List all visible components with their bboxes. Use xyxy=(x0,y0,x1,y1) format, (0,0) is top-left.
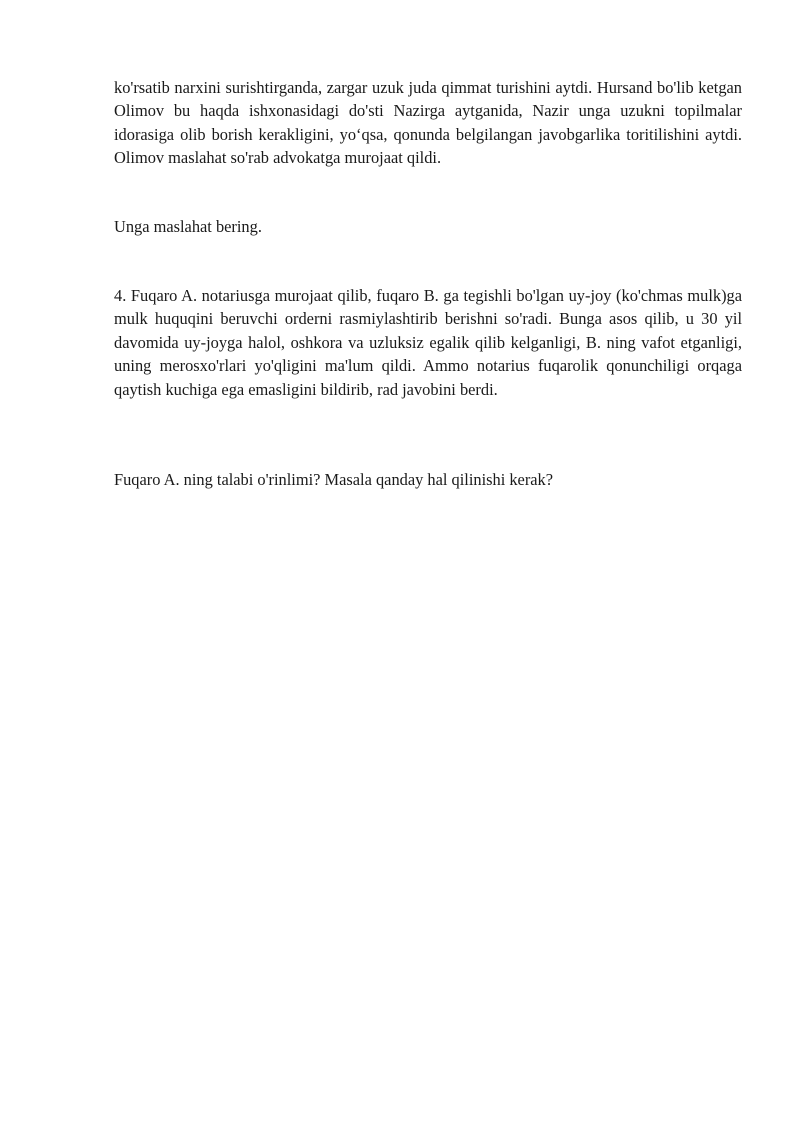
case-paragraph-4: 4. Fuqaro A. notariusga murojaat qilib, fuqaro B. ga tegishli bo'lgan uy-joy (ko'chmas mulk)ga mulk huquqini beruvchi orderni rasmiylashtirib berishni so'radi. Bunga asos qilib, u 30 yil davomida uy-joyga halol, oshkora va uzluksiz egalik qilib kelganligi, B. ning vafot etganligi, uning merosxo'rlari yo'qligini ma'lum qildi. Ammo notarius fuqarolik qonunchiligi orqaga qaytish kuchiga ega emasligini bildirib, rad javobini berdi. xyxy=(114,286,742,399)
case-paragraph-continuation: ko'rsatib narxini surishtirganda, zargar uzuk juda qimmat turishini aytdi. Hursand bo'lib ketgan Olimov bu haqda ishxonasidagi do'sti Nazirga aytganida, Nazir unga uzukni topilmalar idorasiga olib borish kerakligini, yo‘qsa, qonunda belgilangan javobgarlika toritilishini aytdi. Olimov maslahat so'rab advokatga murojaat qildi. xyxy=(114,78,742,168)
case-question-advice: Unga maslahat bering. xyxy=(114,217,262,236)
case-question-4: Fuqaro A. ning talabi o'rinlimi? Masala qanday hal qilinishi kerak? xyxy=(114,470,554,489)
